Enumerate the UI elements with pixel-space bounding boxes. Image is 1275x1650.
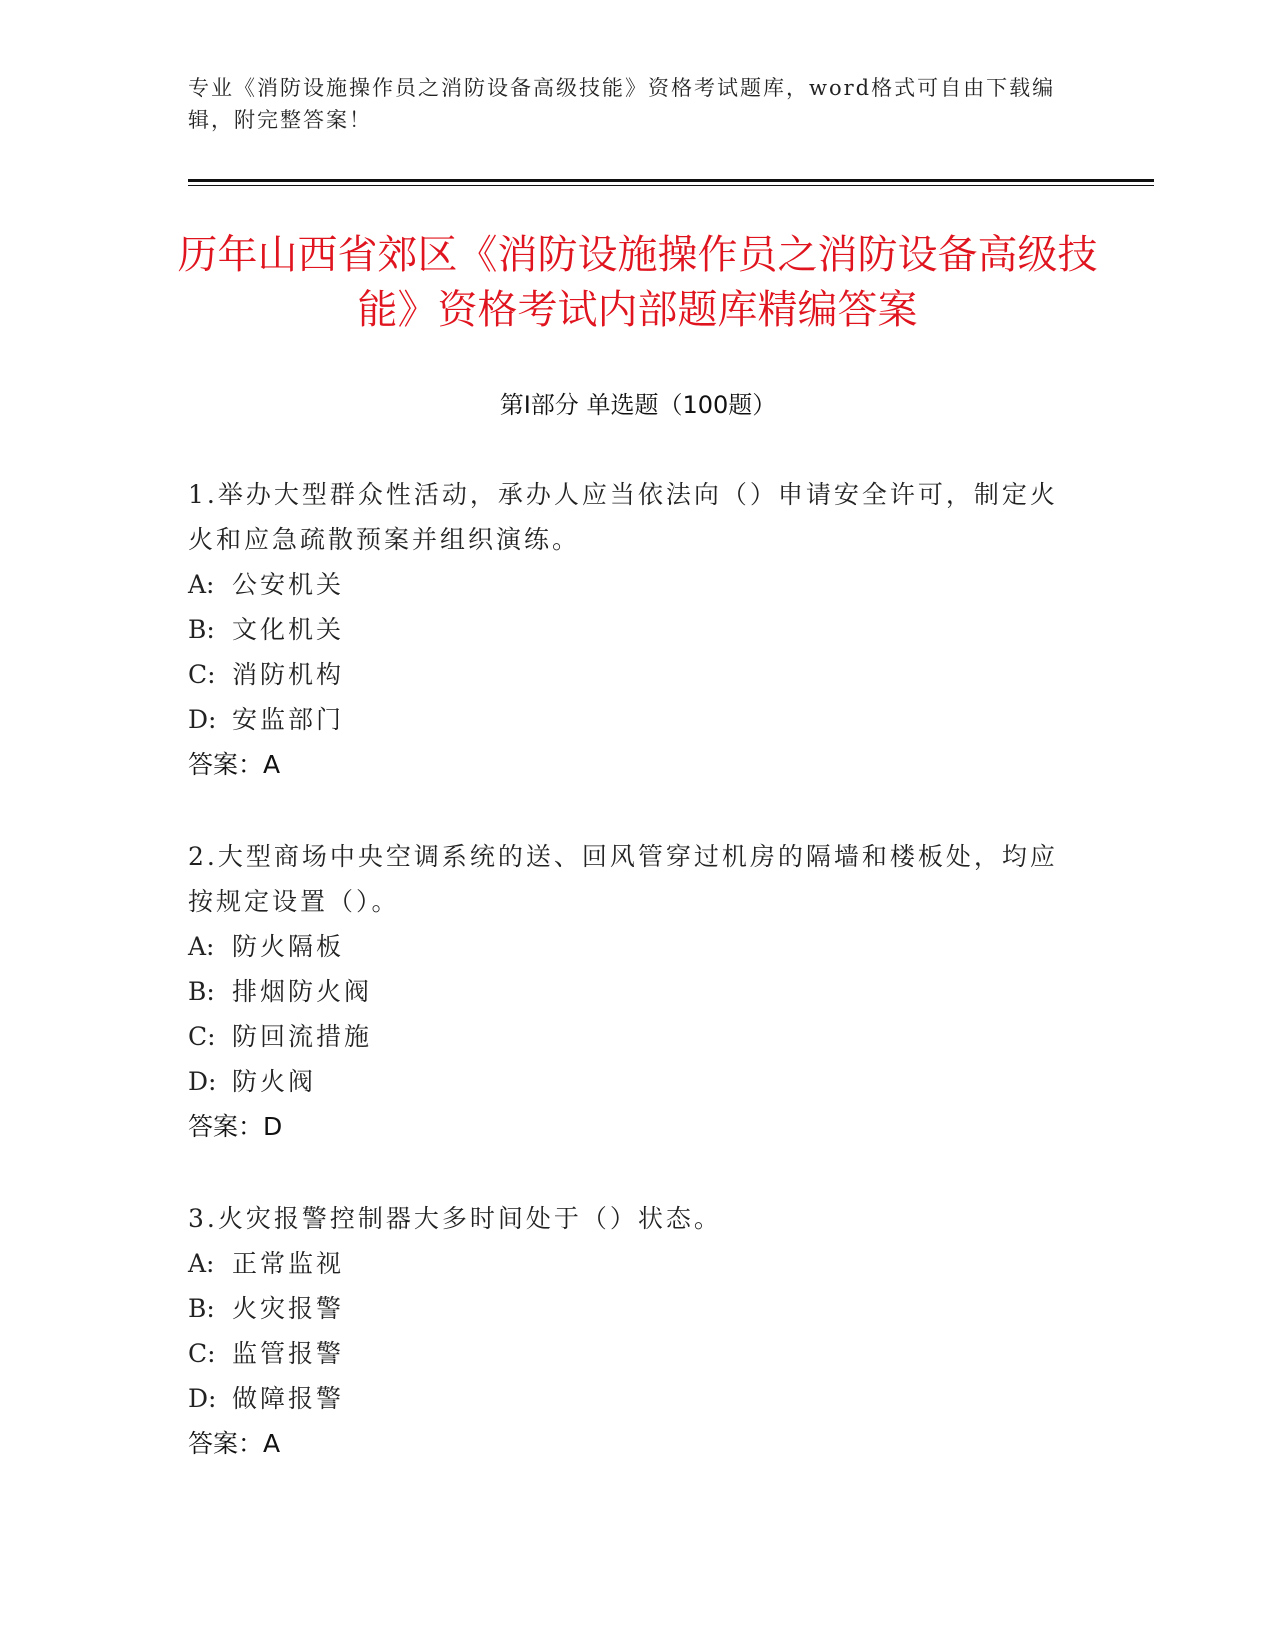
option-text: 正常监视: [232, 1249, 345, 1278]
option-text: 排烟防火阀: [232, 977, 373, 1006]
question-stem: 3.火灾报警控制器大多时间处于（）状态。: [188, 1204, 722, 1233]
option-c: [188, 652, 1068, 697]
question-1: [188, 472, 1068, 787]
option-b: [188, 1286, 1068, 1331]
option-letter: C:: [188, 660, 216, 689]
option-letter: C:: [188, 1339, 216, 1368]
option-d: [188, 697, 1068, 742]
option-d: [188, 1059, 1068, 1104]
option-letter: D:: [188, 705, 217, 734]
option-text: 监管报警: [232, 1339, 345, 1368]
option-b: [188, 607, 1068, 652]
option-text: 安监部门: [232, 705, 345, 734]
answer-line: 答案：A: [188, 750, 281, 779]
option-letter: B:: [188, 1294, 215, 1323]
document-title: 历年山西省郊区《消防设施操作员之消防设备高级技能》资格考试内部题库精编答案: [177, 232, 1098, 333]
option-text: 防火阀: [232, 1067, 317, 1096]
option-text: 火灾报警: [232, 1294, 345, 1323]
option-b: [188, 969, 1068, 1014]
answer-line: 答案：A: [188, 1429, 281, 1458]
option-letter: D:: [188, 1384, 217, 1413]
option-text: 文化机关: [232, 615, 345, 644]
answer-line: 答案：D: [188, 1112, 283, 1141]
option-letter: A:: [188, 932, 215, 961]
option-d: [188, 1376, 1068, 1421]
question-2: [188, 834, 1068, 1149]
option-text: 消防机构: [232, 660, 345, 689]
question-stem: 1.举办大型群众性活动，承办人应当依法向（）申请安全许可，制定火火和应急疏散预案并组织演练。: [188, 480, 1058, 554]
option-letter: A:: [188, 1249, 215, 1278]
option-text: 防回流措施: [232, 1022, 373, 1051]
header-rule-thick: [188, 179, 1154, 182]
question-3: [188, 1196, 1068, 1466]
option-letter: B:: [188, 615, 215, 644]
option-text: 防火隔板: [232, 932, 345, 961]
option-letter: B:: [188, 977, 215, 1006]
header-note: 专业《消防设施操作员之消防设备高级技能》资格考试题库，word格式可自由下载编辑，附完整答案！: [188, 76, 1056, 132]
question-list: [188, 472, 1068, 1513]
header-rule-thin: [188, 185, 1154, 186]
option-letter: C:: [188, 1022, 216, 1051]
question-stem: 2.大型商场中央空调系统的送、回风管穿过机房的隔墙和楼板处，均应按规定设置（）。: [188, 842, 1058, 916]
option-a: [188, 1241, 1068, 1286]
option-a: [188, 924, 1068, 969]
option-c: [188, 1331, 1068, 1376]
option-a: [188, 562, 1068, 607]
section-heading: 第Ⅰ部分 单选题（100题）: [499, 391, 777, 419]
option-letter: A:: [188, 570, 215, 599]
option-text: 做障报警: [232, 1384, 345, 1413]
option-letter: D:: [188, 1067, 217, 1096]
option-c: [188, 1014, 1068, 1059]
option-text: 公安机关: [232, 570, 345, 599]
